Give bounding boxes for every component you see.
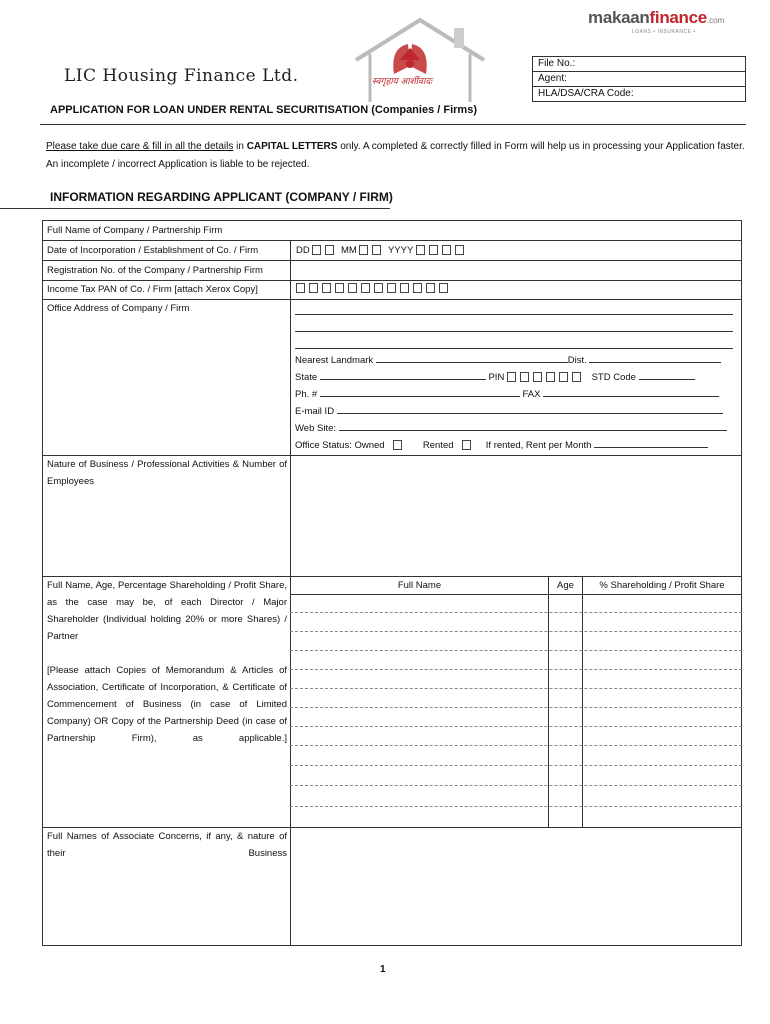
phone-input[interactable] — [320, 386, 520, 397]
shareholding-label: Full Name, Age, Percentage Shareholding / Profit Share, as the case may be, of each Director / Major Shareholder (Individual holding 20% or more Shares) / Partner — [47, 580, 287, 642]
mm-label: MM — [341, 245, 357, 256]
fax-input[interactable] — [543, 386, 719, 397]
incorporation-date-input[interactable] — [296, 242, 468, 259]
dist-label: Dist. — [567, 355, 587, 366]
state-input[interactable] — [320, 369, 486, 380]
address-line-1[interactable] — [295, 314, 733, 315]
instruction-text-b: only. A completed & correctly filled in Form will help us in processing your Application faster. An incomplete / incorrect Application is liable to be rejected. — [46, 141, 745, 170]
pan-box[interactable] — [335, 283, 344, 293]
website-input[interactable] — [339, 420, 727, 431]
shareholder-row[interactable] — [290, 806, 742, 807]
rented-checkbox[interactable] — [462, 440, 471, 450]
pan-box[interactable] — [322, 283, 331, 293]
col-header-share: % Shareholding / Profit Share — [599, 580, 725, 591]
pin-box[interactable] — [520, 372, 529, 382]
std-code-input[interactable] — [639, 369, 695, 380]
shareholder-row[interactable] — [290, 765, 742, 766]
instruction-text-a: in — [233, 141, 247, 152]
date-box[interactable] — [325, 245, 334, 255]
instruction-emphasis: Please take due care & fill in all the details — [46, 141, 234, 152]
nearest-landmark-input[interactable] — [376, 352, 568, 363]
section-title: INFORMATION REGARDING APPLICANT (COMPANY / FIRM) — [50, 190, 393, 204]
phone-label: Ph. # — [295, 389, 318, 400]
address-line-3[interactable] — [295, 348, 733, 349]
pan-box[interactable] — [348, 283, 357, 293]
pan-box[interactable] — [426, 283, 435, 293]
state-row — [295, 369, 695, 386]
nature-of-business-input[interactable] — [291, 456, 741, 575]
hla-dsa-cra-code-field[interactable]: HLA/DSA/CRA Code: — [538, 88, 634, 99]
pan-box[interactable] — [296, 283, 305, 293]
std-code-label: STD Code — [591, 372, 636, 383]
shareholder-row[interactable] — [290, 785, 742, 786]
shareholder-age-divider — [548, 576, 549, 827]
pan-box[interactable] — [374, 283, 383, 293]
shareholder-share-divider — [582, 576, 583, 827]
pin-box[interactable] — [507, 372, 516, 382]
office-use-box — [532, 56, 746, 102]
rent-per-month-label: If rented, Rent per Month — [485, 440, 592, 451]
lic-house-logo-icon — [350, 14, 490, 104]
rented-label: Rented — [422, 440, 454, 451]
office-status-label: Office Status: Owned — [295, 440, 385, 451]
phone-row — [295, 386, 719, 403]
pin-box[interactable] — [533, 372, 542, 382]
pan-box[interactable] — [361, 283, 370, 293]
date-box[interactable] — [359, 245, 368, 255]
date-box[interactable] — [429, 245, 438, 255]
email-row — [295, 403, 723, 420]
agent-field[interactable]: Agent: — [533, 72, 745, 87]
office-status-row — [295, 437, 708, 454]
website-label: Web Site: — [295, 423, 337, 434]
instruction-capital-letters: CAPITAL LETTERS — [246, 141, 338, 152]
website-row — [295, 420, 727, 437]
pin-box[interactable] — [559, 372, 568, 382]
hindi-tagline: स्वगृहाय आर्शीवादः — [372, 76, 432, 86]
file-no-field[interactable]: File No.: — [533, 57, 745, 72]
dd-label: DD — [296, 245, 310, 256]
pin-box[interactable] — [572, 372, 581, 382]
shareholder-row[interactable] — [290, 650, 742, 651]
address-line-2[interactable] — [295, 331, 733, 332]
incorporation-label: Date of Incorporation / Establishment of Co. / Firm — [47, 245, 259, 256]
dist-input[interactable] — [589, 352, 721, 363]
shareholder-row[interactable] — [290, 745, 742, 746]
pan-box[interactable] — [413, 283, 422, 293]
shareholder-row[interactable] — [290, 688, 742, 689]
owned-checkbox[interactable] — [393, 440, 402, 450]
page-number: 1 — [380, 964, 386, 975]
logo-text-accent: finance — [649, 8, 707, 27]
nearest-landmark-label: Nearest Landmark — [295, 355, 374, 366]
registration-input[interactable] — [290, 261, 742, 279]
rent-per-month-input[interactable] — [594, 437, 708, 448]
pan-box[interactable] — [439, 283, 448, 293]
date-box[interactable] — [442, 245, 451, 255]
shareholder-row[interactable] — [290, 707, 742, 708]
yyyy-label: YYYY — [387, 245, 414, 256]
address-label: Office Address of Company / Firm — [47, 303, 190, 314]
pin-box[interactable] — [546, 372, 555, 382]
logo-text-main: makaan — [588, 8, 650, 27]
company-name: LIC Housing Finance Ltd. — [64, 66, 299, 86]
nature-of-business-label: Nature of Business / Professional Activities & Number of Employees — [47, 459, 287, 487]
email-label: E-mail ID — [295, 406, 335, 417]
row-line — [42, 240, 742, 241]
shareholder-header-line — [290, 594, 742, 595]
attach-documents-note: [Please attach Copies of Memorandum & Articles of Association, Certificate of Incorporation, & Certificate of Commencement of Business (in case of Limited Company) OR Copy of the Partnership Deed (in case of Partnership Firm), as applicable.] — [47, 665, 287, 744]
shareholder-row[interactable] — [290, 726, 742, 727]
shareholder-row[interactable] — [290, 612, 742, 613]
title-divider — [40, 124, 746, 125]
associate-concerns-input[interactable] — [291, 828, 741, 945]
state-label: State — [295, 372, 318, 383]
col-header-age: Age — [557, 580, 574, 591]
date-box[interactable] — [455, 245, 464, 255]
shareholder-row[interactable] — [290, 631, 742, 632]
associate-concerns-label: Full Names of Associate Concerns, if any, & nature of their Business — [47, 831, 287, 859]
registration-label: Registration No. of the Company / Partnership Firm — [47, 265, 263, 276]
section-underline — [0, 208, 390, 209]
full-name-label: Full Name of Company / Partnership Firm — [47, 225, 223, 236]
col-header-full-name: Full Name — [397, 580, 442, 591]
pan-label: Income Tax PAN of Co. / Firm [attach Xerox Copy] — [47, 284, 258, 295]
pin-label: PIN — [488, 372, 505, 383]
pan-box[interactable] — [309, 283, 318, 293]
document-title: APPLICATION FOR LOAN UNDER RENTAL SECURITISATION (Companies / Firms) — [50, 104, 477, 116]
instructions-text — [46, 138, 751, 174]
logo-text-suffix: .com — [706, 16, 725, 25]
landmark-row — [295, 352, 721, 369]
pan-box[interactable] — [387, 283, 396, 293]
date-box[interactable] — [372, 245, 381, 255]
date-box[interactable] — [416, 245, 425, 255]
date-box[interactable] — [312, 245, 321, 255]
makaan-finance-logo — [588, 8, 725, 42]
pan-box[interactable] — [400, 283, 409, 293]
logo-tagline: LOANS • INSURANCE • — [632, 29, 696, 35]
fax-label: FAX — [522, 389, 541, 400]
pan-input[interactable] — [296, 280, 452, 297]
shareholder-row[interactable] — [290, 669, 742, 670]
full-name-input[interactable] — [290, 221, 742, 239]
email-input[interactable] — [337, 403, 723, 414]
